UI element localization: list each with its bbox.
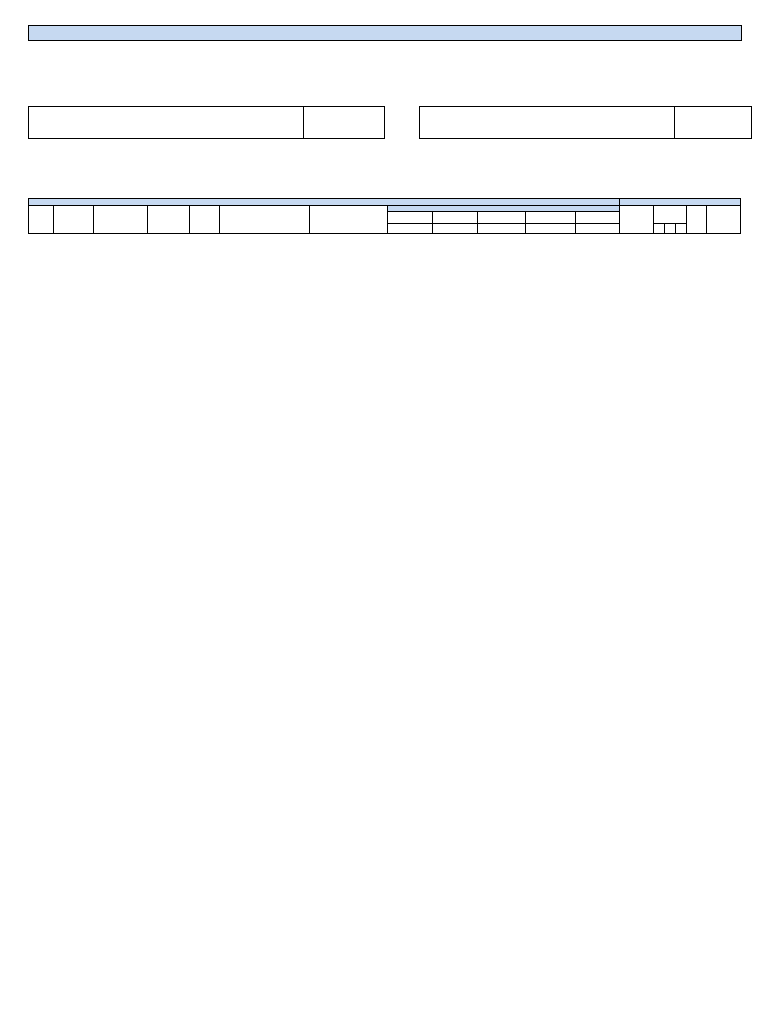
col-kras — [54, 206, 94, 234]
col-unsatisfactory — [526, 212, 576, 224]
scale-1 — [576, 224, 620, 234]
col-q — [654, 224, 665, 234]
scale-2 — [526, 224, 576, 234]
form-title — [28, 25, 742, 41]
col-actual — [620, 206, 654, 234]
col-objectives — [94, 206, 148, 234]
col-t — [676, 224, 687, 234]
col-very-satisfactory — [433, 212, 478, 224]
col-satisfactory — [478, 212, 526, 224]
col-rating — [654, 206, 687, 224]
col-means — [220, 206, 310, 234]
date2-cell — [675, 107, 752, 139]
scale-5 — [388, 224, 433, 234]
planning-header — [29, 199, 620, 206]
col-poor — [576, 212, 620, 224]
col-timeline — [148, 206, 190, 234]
col-score — [707, 206, 741, 234]
approved-by-cell — [420, 107, 675, 139]
ipcrf-table-page1 — [28, 198, 741, 234]
evaluation-header — [620, 199, 741, 206]
col-mfo — [29, 206, 54, 234]
col-weight — [190, 206, 220, 234]
col-qet — [310, 206, 388, 234]
signature-table — [28, 106, 752, 139]
rater-info — [512, 158, 562, 179]
scale-4 — [433, 224, 478, 234]
date1-cell — [304, 107, 385, 139]
scale-3 — [478, 224, 526, 234]
spacer-cell — [385, 107, 420, 139]
col-e — [665, 224, 676, 234]
col-ave — [687, 206, 707, 234]
col-outstanding — [388, 212, 433, 224]
page-break — [0, 584, 768, 606]
signer-block — [528, 80, 562, 94]
reviewed-by-cell — [29, 107, 304, 139]
employee-info — [28, 158, 100, 186]
